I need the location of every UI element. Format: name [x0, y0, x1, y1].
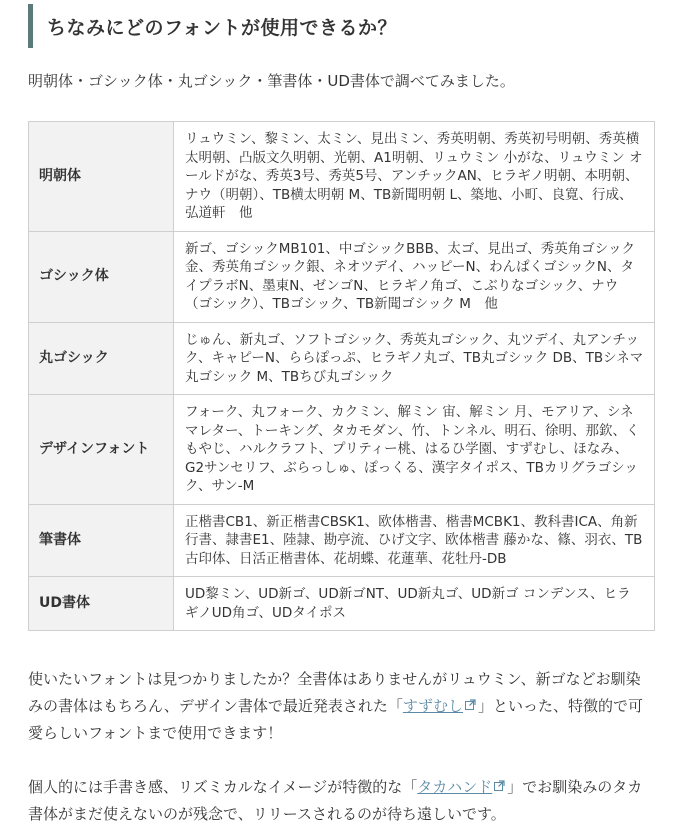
fonts-cell: じゅん、新丸ゴ、ソフトゴシック、秀英丸ゴシック、丸ツデイ、丸アンチック、キャピーN、ららぽっぷ、ヒラギノ丸ゴ、TB丸ゴシック DB、TBシネマ丸ゴシック M、TBちび丸ゴシック: [174, 322, 655, 395]
table-row: [29, 395, 655, 505]
paragraph-text: 」でお馴染みのタカ書体がまだ使えないのが残念で、リリースされるのが待ち遠しいです。: [28, 778, 643, 823]
category-cell: 明朝体: [29, 122, 174, 232]
external-link-icon[interactable]: [465, 699, 476, 710]
paragraph-text: 」といった、特徴的で可愛らしいフォントまで使用できます！: [28, 697, 644, 742]
table-row: [29, 122, 655, 232]
fonts-cell: 正楷書CB1、新正楷書CBSK1、欧体楷書、楷書MCBK1、教科書ICA、角新行書、隷書E1、陸隷、勘亭流、ひげ文字、欧体楷書 藤かな、篠、羽衣、TB古印体、日活正楷書体、花胡蝶、花蓮華、花牡丹-DB: [174, 504, 655, 577]
intro-text: 明朝体・ゴシック体・丸ゴシック・筆書体・UD書体で調べてみました。: [28, 72, 515, 90]
paragraph-takahand: [28, 774, 654, 828]
category-cell: 丸ゴシック: [29, 322, 174, 395]
category-cell: UD書体: [29, 577, 174, 631]
category-cell: 筆書体: [29, 504, 174, 577]
category-cell: ゴシック体: [29, 231, 174, 322]
paragraph-text: 使いたいフォントは見つかりましたか？全書体はありませんがリュウミン、新ゴなどお馴染みの書体はもちろん、デザイン書体で最近発表された「: [28, 670, 641, 715]
table-row: [29, 504, 655, 577]
category-cell: デザインフォント: [29, 395, 174, 505]
fonts-cell: UD黎ミン、UD新ゴ、UD新ゴNT、UD新丸ゴ、UD新ゴ コンデンス、ヒラギノUD角ゴ、UDタイポス: [174, 577, 655, 631]
fonts-cell: 新ゴ、ゴシックMB101、中ゴシックBBB、太ゴ、見出ゴ、秀英角ゴシック金、秀英角ゴシック銀、ネオツデイ、ハッピーN、わんぱくゴシックN、タイプラボN、墨東N、ゼンゴN、ヒラギノ角ゴ、こぶりなゴシック、ナウ（ゴシック）、TBゴシック、TB新聞ゴシック M 他: [174, 231, 655, 322]
table-row: [29, 577, 655, 631]
table-row: [29, 322, 655, 395]
fonts-cell: リュウミン、黎ミン、太ミン、見出ミン、秀英明朝、秀英初号明朝、秀英横太明朝、凸版文久明朝、光朝、A1明朝、リュウミン 小がな、リュウミン オールドがな、秀英3号、秀英5号、アンチックAN、ヒラギノ明朝、本明朝、ナウ（明朝）、TB横太明朝 M、TB新聞明朝 L、築地、小町、良寛、行成、弘道軒 他: [174, 122, 655, 232]
suzumushi-link[interactable]: すずむし: [402, 697, 464, 715]
takahand-link[interactable]: タカハンド: [417, 778, 493, 796]
paragraph-suzumushi: [28, 666, 654, 747]
fonts-cell: フォーク、丸フォーク、カクミン、解ミン 宙、解ミン 月、モアリア、シネマレター、トーキング、タカモダン、竹、トンネル、明石、徐明、那欽、くもやじ、ハルクラフト、プリティー桃、はるひ学園、すずむし、ほなみ、G2サンセリフ、ぶらっしゅ、ぽっくる、漢字タイポス、TBカリグラゴシック、サン-M: [174, 395, 655, 505]
external-link-icon[interactable]: [494, 780, 505, 791]
paragraph-text: 個人的には手書き感、リズミカルなイメージが特徴的な「: [28, 778, 418, 796]
font-table: [28, 121, 655, 631]
table-row: [29, 231, 655, 322]
section-heading-text: ちなみにどのフォントが使用できるか？: [47, 16, 398, 39]
section-heading: [28, 4, 648, 48]
